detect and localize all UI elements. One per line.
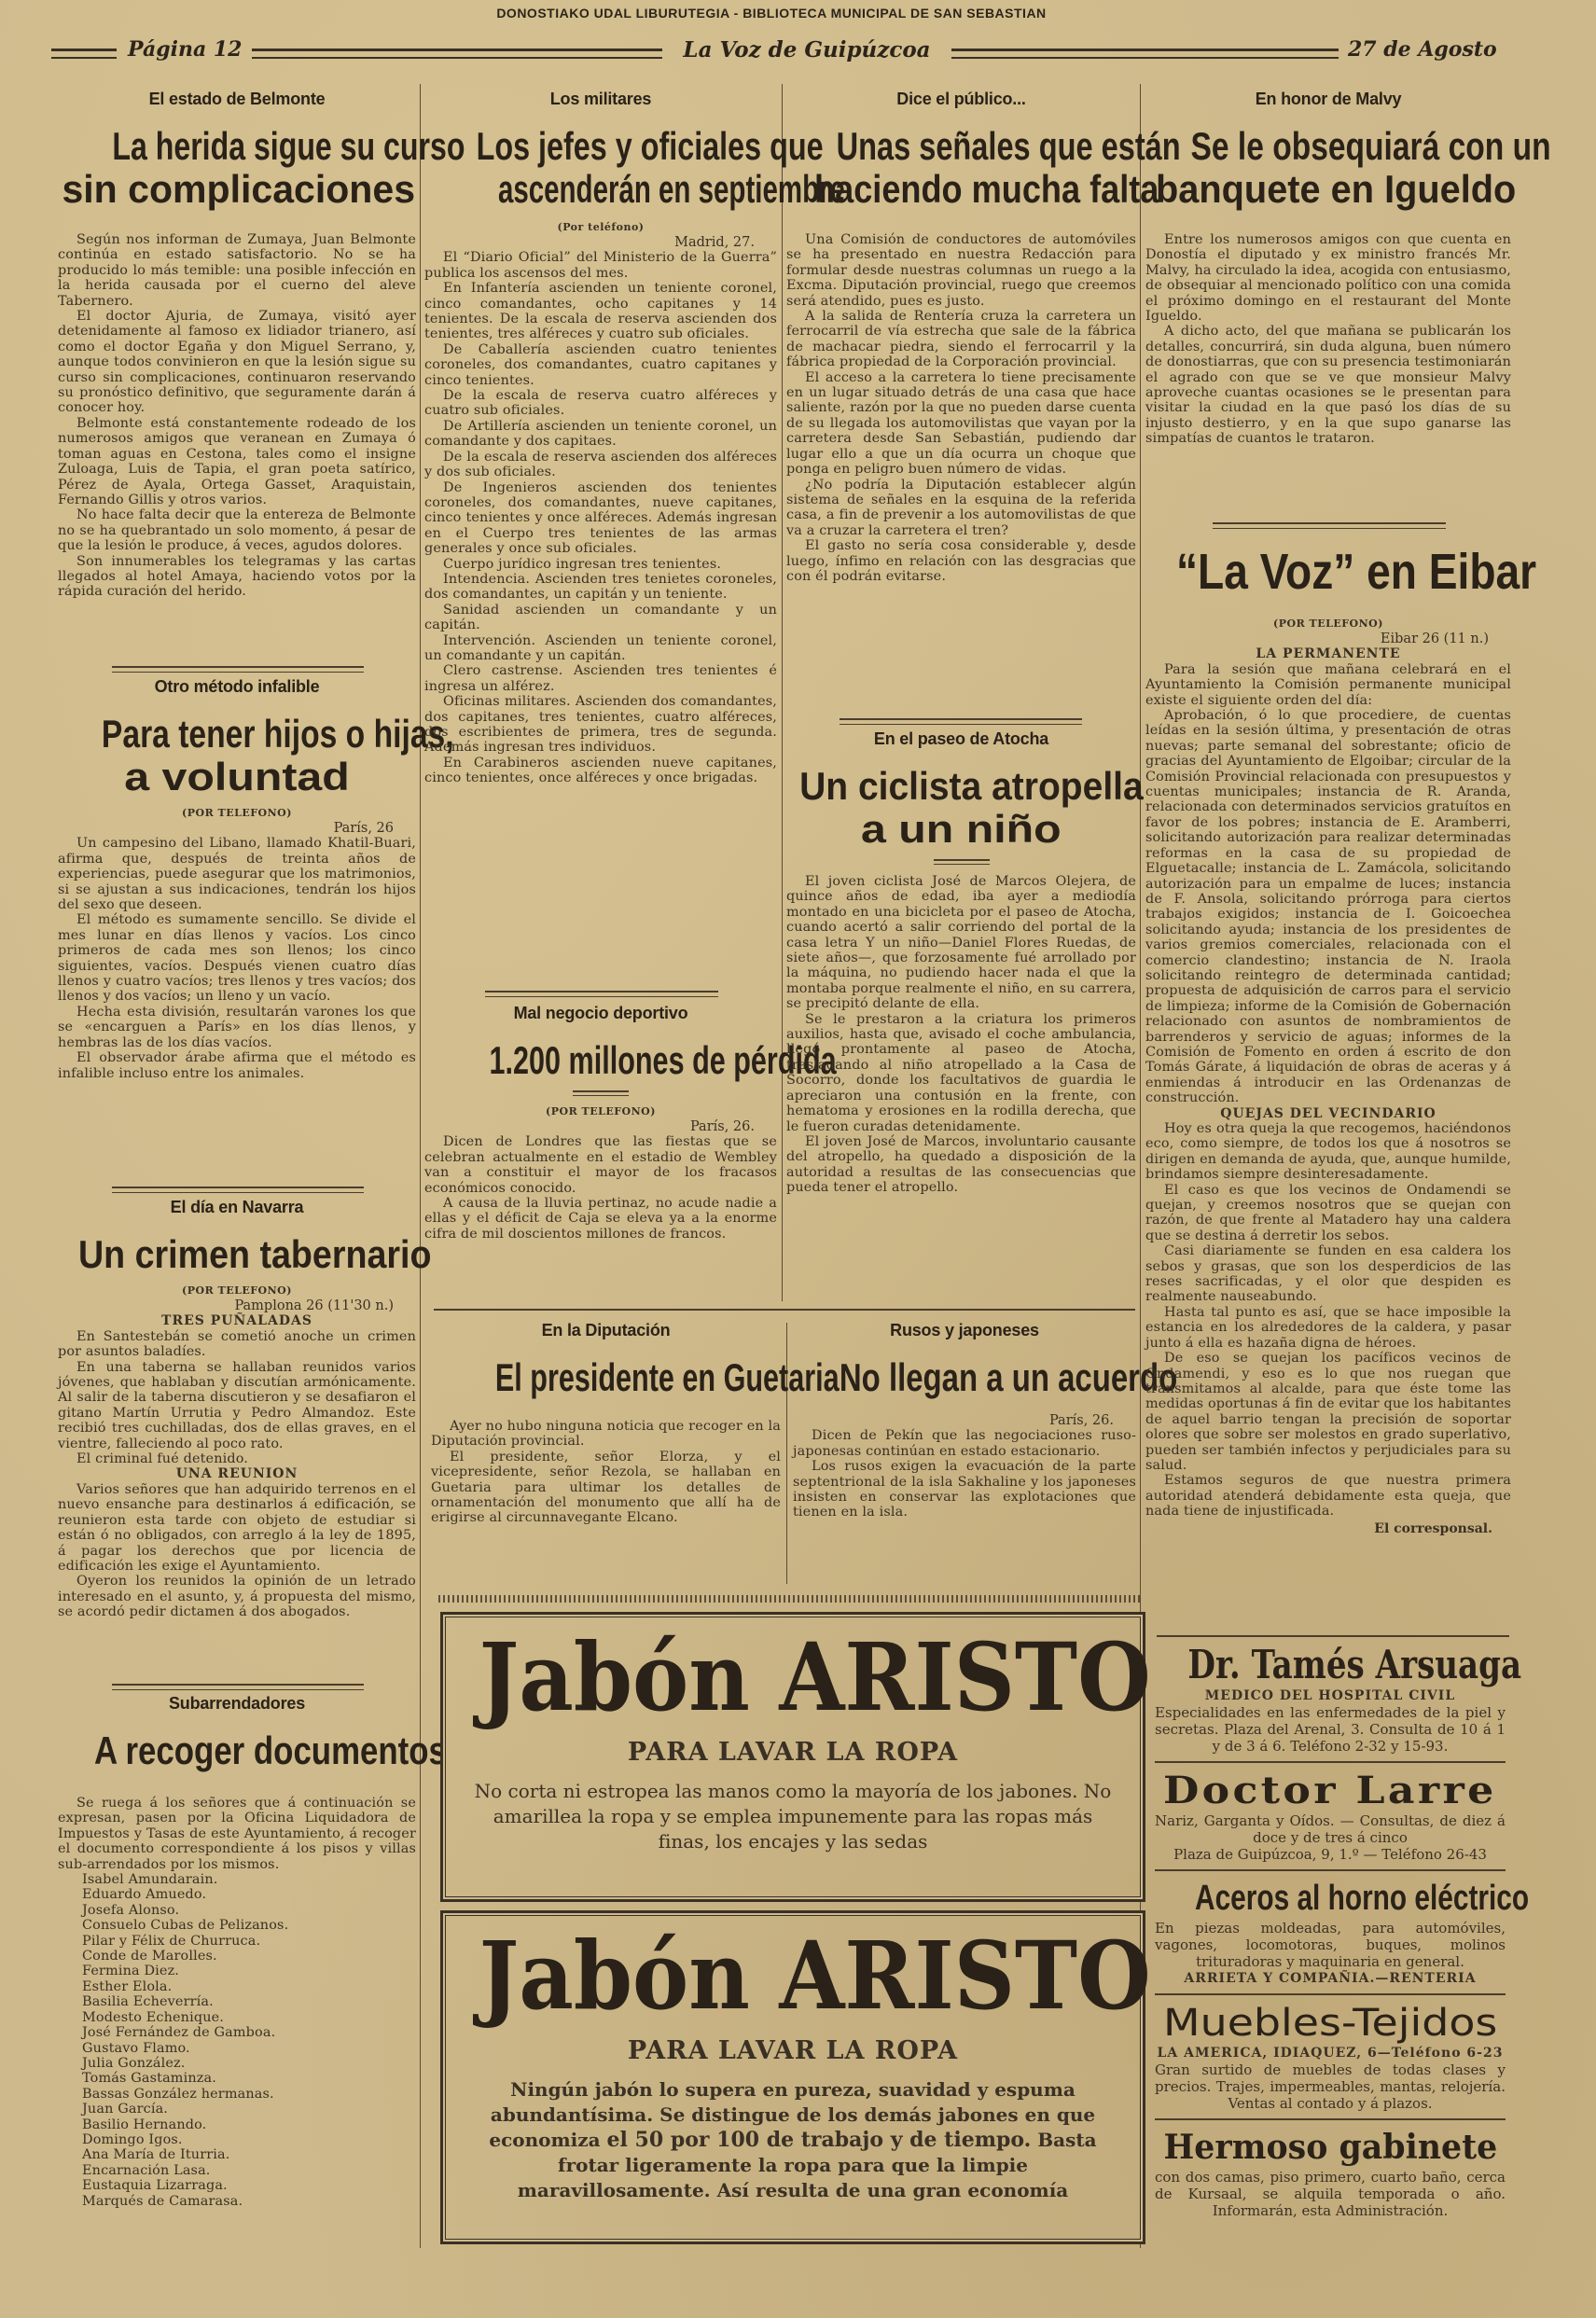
ad-text-part: Basta frotar ligeramente la ropa para que la limpie maravillosamente. Así resulta de una gran economía bbox=[517, 2129, 1097, 2201]
article-kicker: El día en Navarra bbox=[170, 1198, 304, 1216]
paragraph: Según nos informan de Zumaya, Juan Belmonte continúa en estado satisfactorio. No se ha producido lo más temible: una posible infección en la herida causada por el cuerno del aleve Tabernero. bbox=[58, 232, 416, 309]
paragraph: En Santestebán se cometió anoche un crimen por asuntos baladíes. bbox=[58, 1328, 416, 1360]
ornament-rule bbox=[112, 1187, 364, 1193]
paragraph: Oyeron los reunidos la opinión de un letrado interesado en el asunto, y, á propuesta del mismo, se acordó pedir dictamen á dos abogados. bbox=[58, 1574, 416, 1620]
paragraph: De eso se quejan los pacíficos vecinos de Ondamendi, y eso es lo que nos ruegan que transmitamos al alcalde, para que éste tome las medidas oportunas á fin de evitar que los habitantes de aquel barrio tengan la precisión de soportar olores que sobre ser molestos en grado superlativo, pueden ser también infectos y perjudiciales para su salud. bbox=[1145, 1351, 1511, 1473]
dateline: París, 26 bbox=[333, 821, 394, 836]
archive-credit: DONOSTIAKO UDAL LIBURUTEGIA - BIBLIOTECA MUNICIPAL DE SAN SEBASTIAN bbox=[496, 6, 1047, 21]
paragraph: Para la sesión que mañana celebrará en el Ayuntamiento la Comisión permanente municipal existe el siguiente orden del día: bbox=[1145, 661, 1511, 708]
headline-line: ascenderán en septiembre bbox=[497, 167, 845, 211]
name-list-item: Julia González. bbox=[82, 2055, 186, 2071]
ad-aristo-1 bbox=[440, 1612, 1151, 1902]
paragraph: Belmonte está constantemente rodeado de los numerosos amigos que veranean en Zumaya ó toman aguas en Cestona, tales como el insigne Zuloaga, Luis de Tapia, el gran poeta satírico, Pérez de Ayala, Ortega Gasset, Araquistain, Fernando Gillis y otros varios. bbox=[58, 415, 416, 507]
subheading: LA PERMANENTE bbox=[1256, 646, 1401, 662]
paragraph: Una Comisión de conductores de automóviles se ha presentado en nuestra Redacción para formular desde nuestras columnas un ruego a la Excma. Diputación provincial, ruego que creemos será atendido, pues es justo. bbox=[786, 232, 1136, 309]
ornament-rule bbox=[112, 666, 364, 673]
article-mal-negocio bbox=[424, 1000, 837, 1303]
subheading: TRES PUÑALADAS bbox=[161, 1313, 312, 1329]
paragraph: Intervención. Ascienden un teniente coronel, un comandante y un capitán. bbox=[424, 632, 777, 663]
name-list-item: Basilio Hernando. bbox=[82, 2117, 207, 2132]
article-kicker: Rusos y japoneses bbox=[890, 1321, 1039, 1339]
paragraph: A la salida de Rentería cruza la carretera un ferrocarril de vía estrecha que sale de la fábrica de machacar piedra, siendo el ferrocarril y la fábrica propiedad de la Corporación provincial. bbox=[786, 309, 1136, 370]
column-divider bbox=[782, 84, 783, 1301]
article-navarra bbox=[58, 1194, 432, 1684]
ad-address: Plaza de Guipúzcoa, 9, 1.º — Teléfono 26-43 bbox=[1173, 1846, 1487, 1863]
name-list-item: Bassas González hermanas. bbox=[82, 2086, 274, 2102]
signature: El corresponsal. bbox=[1374, 1520, 1492, 1536]
paragraph: Clero castrense. Ascienden tres tenientes é ingresa un alférez. bbox=[424, 663, 777, 694]
article-kicker: Otro método infalible bbox=[154, 677, 320, 696]
dateline: París, 26. bbox=[1048, 1413, 1114, 1428]
ad-name: Aceros al horno eléctrico bbox=[1195, 1879, 1530, 1918]
paragraph: Se ruega á los señores que á continuación se expresan, pasen por la Oficina Liquidadora de Impuestos y Tasas de este Ayuntamiento, á recoger el documento correspondiente á los pisos y villas sub-arrendados por los mismos. bbox=[58, 1796, 416, 1872]
article-body bbox=[58, 1313, 416, 1619]
masthead-rule bbox=[51, 49, 117, 59]
ornament-rule bbox=[1213, 522, 1446, 529]
ornament-rule bbox=[485, 991, 718, 997]
paragraph: En Carabineros ascienden nueve capitanes, cinco tenientes, once alféreces y once brigadas. bbox=[424, 755, 777, 786]
section-rule bbox=[434, 1309, 1135, 1311]
article-body bbox=[58, 232, 416, 600]
ad-text bbox=[443, 2077, 1143, 2203]
headline-line: Un crimen tabernario bbox=[77, 1232, 432, 1276]
subheading: UNA REUNION bbox=[175, 1466, 298, 1482]
name-list-item: Ana María de Iturria. bbox=[82, 2147, 230, 2163]
ad-tames-arsuaga bbox=[1149, 1642, 1522, 1755]
ornament-rule bbox=[934, 859, 990, 865]
ad-text-highlight: el 50 por 100 de trabajo y de tiempo. bbox=[606, 2128, 1032, 2152]
name-list-item: Basilia Echeverría. bbox=[82, 1994, 214, 2010]
article-headline bbox=[424, 1038, 837, 1082]
article-body bbox=[1145, 232, 1511, 447]
paragraph: De Caballería ascienden cuatro tenientes coroneles, dos comandantes, cuatro capitanes y cinco tenientes. bbox=[424, 341, 777, 388]
article-body bbox=[424, 1134, 777, 1242]
article-body bbox=[424, 250, 777, 785]
name-list-item: Modesto Echenique. bbox=[82, 2009, 225, 2025]
paragraph: De Ingenieros ascienden dos tenientes coroneles, dos comandantes, nueve capitanes, cinco tenientes y once alféreces. Además ingresan en el Cuerpo tres tenientes de las armas generales y once sub oficiales. bbox=[424, 479, 777, 557]
paragraph: El caso es que los vecinos de Ondamendi se quejan, y creemos nosotros que se quejan con razón, de que frente al Matadero hay una caldera que se destina á derretir los sebos. bbox=[1145, 1182, 1511, 1243]
names-list bbox=[58, 1872, 416, 2209]
article-kicker: En honor de Malvy bbox=[1255, 90, 1402, 108]
headline-line: sin complicaciones bbox=[62, 167, 416, 211]
paragraph: El “Diario Oficial” del Ministerio de la Guerra” publica los ascensos del mes. bbox=[424, 250, 777, 281]
article-body bbox=[58, 1796, 416, 1872]
masthead-rule bbox=[252, 49, 662, 59]
section-rule bbox=[1155, 2118, 1506, 2120]
article-kicker: En el paseo de Atocha bbox=[873, 729, 1049, 748]
newspaper-name: La Voz de Guipúzcoa bbox=[683, 37, 931, 62]
paragraph: Hoy es otra queja la que recogemos, haciéndonos eco, como siempre, de todos los que á nosotros se dirigen en demanda de ayuda, que, aunque humilde, brindamos siempre desinteresadamente. bbox=[1145, 1121, 1511, 1183]
page-number: Página 12 bbox=[128, 37, 243, 62]
headline-line: Unas señales que están bbox=[836, 124, 1181, 168]
article-eibar bbox=[1145, 543, 1537, 1631]
article-kicker: Mal negocio deportivo bbox=[513, 1004, 688, 1022]
article-headline bbox=[58, 1728, 447, 1772]
name-list-item: Encarnación Lasa. bbox=[82, 2162, 211, 2178]
name-list-item: Gustavo Flamo. bbox=[82, 2040, 190, 2056]
paragraph: Varios señores que han adquirido terrenos en el nuevo ensanche para destinarlos á edificación, se reunieron esta tarde con objeto de estudiar si están ó no obligados, con arreglo á la ley de 1895, á pagar los derechos que por licencia de edificación les exige el Ayuntamiento. bbox=[58, 1481, 416, 1574]
name-list-item: Tomás Gastaminza. bbox=[82, 2071, 216, 2087]
headline-line: a un niño bbox=[861, 807, 1062, 851]
name-list-item: Pilar y Félix de Churruca. bbox=[82, 1933, 261, 1949]
paragraph: El presidente, señor Elorza, y el vicepresidente, señor Rezola, se hallaban en Guetaria para ultimar los detalles de ornamentación del monumento que allí ha de erigirse al circunnavegante Elcano. bbox=[431, 1449, 781, 1526]
paragraph: No hace falta decir que la entereza de Belmonte no se ha quebrantado un solo momento, á pesar de que la lesión le produce, á veces, agudos dolores. bbox=[58, 507, 416, 554]
article-headline bbox=[424, 124, 845, 211]
byline: (POR TELEFONO) bbox=[182, 1284, 292, 1297]
ad-tagline: PARA LAVAR LA ROPA bbox=[627, 1738, 959, 1767]
ad-name: Doctor Larre bbox=[1163, 1769, 1497, 1812]
article-headline bbox=[1145, 543, 1537, 601]
article-malvy bbox=[1145, 86, 1551, 515]
paragraph: El método es sumamente sencillo. Se divide el mes lunar en días llenos y vacíos. Los cinco primeros de cada mes son llenos; los cinco siguientes, vacíos. Después vienen cuatro días llenos y cuatro vacíos; tres llenos y tres vacíos; dos llenos y dos vacíos; un lleno y un vacío. bbox=[58, 912, 416, 1005]
ornament-rule bbox=[840, 718, 1082, 725]
section-rule bbox=[1155, 1869, 1506, 1871]
paragraph: En una taberna se hallaban reunidos varios jóvenes, que hablaban y discutían armónicamente. Al salir de la taberna discutieron y se desafiaron el gitano Martín Urrutia y Pedro Almandoz. Este recibió tres cuchilladas, dos de ellas graves, en el vientre, falleciendo al poco rato. bbox=[58, 1359, 416, 1451]
article-body bbox=[58, 836, 416, 1081]
article-body bbox=[793, 1428, 1136, 1520]
article-belmonte bbox=[58, 86, 465, 664]
name-list-item: Eduardo Amuedo. bbox=[82, 1887, 207, 1903]
paragraph: Los rusos exigen la evacuación de la parte septentrional de la isla Sakhaline y los japoneses insisten en conservar las explotaciones que tienen en la isla. bbox=[793, 1459, 1136, 1520]
headline-line: A recoger documentos bbox=[93, 1728, 447, 1772]
paragraph: A dicho acto, del que mañana se publicarán los detalles, concurrirá, sin duda alguna, buen número de donostiarras, que con su presencia testimoniarán el agrado con que se ve que monsieur Malvy aproveche cuantas ocasiones se le presentan para visitar la ciudad en la que pasó los días de su injusto destierro, y en la que supo ganarse las simpatías de cuantos le trataron. bbox=[1145, 324, 1511, 447]
name-list-item: Conde de Marolles. bbox=[82, 1949, 217, 1964]
ad-text: con dos camas, piso primero, cuarto baño, cerca de Kursaal, se alquila temporada o año. Informarán, esta Administración. bbox=[1155, 2168, 1506, 2219]
headline-line: banquete en Igueldo bbox=[1156, 167, 1517, 211]
paragraph: Dicen de Pekín que las negociaciones ruso-japonesas continúan en estado estacionario. bbox=[793, 1428, 1136, 1459]
article-body bbox=[431, 1419, 781, 1526]
byline: (Por teléfono) bbox=[557, 221, 645, 233]
article-headline bbox=[58, 124, 465, 211]
ad-title: MEDICO DEL HOSPITAL CIVIL bbox=[1204, 1688, 1456, 1703]
name-list-item: Eustaquia Lizarraga. bbox=[82, 2178, 228, 2194]
ad-brand: Jabón ARISTO bbox=[479, 1621, 1151, 1732]
paragraph: El observador árabe afirma que el método es infalible incluso entre los animales. bbox=[58, 1050, 416, 1081]
name-list-item: Juan García. bbox=[82, 2102, 169, 2117]
paragraph: El joven José de Marcos, involuntario causante del atropello, ha quedado a disposición de la autoridad a resultas de las consecuencias que pueda tener el atropello. bbox=[786, 1133, 1136, 1196]
article-hijos bbox=[58, 673, 454, 1182]
paragraph: El acceso a la carretera lo tiene precisamente en un lugar situado detrás de una casa que hace saliente, razón por la que no pueden darse cuenta de su llegada los automovilistas que vayan por la carretera desde San Sebastián, pudiendo dar lugar ello a que un día ocurra un choque que ponga en peligro buen número de vidas. bbox=[786, 369, 1136, 478]
wavy-rule bbox=[438, 1595, 1140, 1603]
section-rule bbox=[1157, 1635, 1509, 1637]
paragraph: Cuerpo jurídico ingresan tres tenientes. bbox=[443, 556, 722, 572]
paragraph: Son innumerables los telegramas y las cartas llegados al hotel Amaya, haciendo votos por la rápida curación del herido. bbox=[58, 553, 416, 600]
paragraph: Sanidad ascienden un comandante y un capitán. bbox=[424, 602, 777, 633]
ad-brand: Jabón ARISTO bbox=[479, 1920, 1151, 2031]
paragraph: Hasta tal punto es así, que se hace imposible la estancia en los alrededores de la caldera, y pasar junto á ella es hazaña digna de héroes. bbox=[1145, 1304, 1511, 1351]
masthead bbox=[51, 37, 1516, 67]
paragraph: Dicen de Londres que las fiestas que se celebran actualmente en el estadio de Wembley van a constituir el mayor de los fracasos económicos conocido. bbox=[424, 1134, 777, 1196]
ad-text: Especialidades en las enfermedades de la piel y secretas. Plaza del Arenal, 3. Consulta de 10 á 1 y de 3 á 6. Teléfono 2-32 y 15-93. bbox=[1155, 1704, 1506, 1755]
subheading: QUEJAS DEL VECINDARIO bbox=[1220, 1105, 1436, 1121]
article-headline bbox=[58, 712, 454, 798]
ad-gabinete bbox=[1149, 2126, 1511, 2219]
article-militares bbox=[424, 86, 845, 995]
article-headline bbox=[431, 1355, 840, 1399]
headline-line: a voluntad bbox=[124, 755, 350, 798]
article-body bbox=[786, 874, 1136, 1196]
paragraph: Hecha esta división, resultarán varones los que se «encarguen a París» en los días llenos, y hembras las de los días vacíos. bbox=[58, 1004, 416, 1050]
article-rusos bbox=[793, 1317, 1178, 1589]
dateline: París, 26. bbox=[689, 1119, 755, 1134]
article-headline bbox=[58, 1232, 432, 1276]
paragraph: ¿No podría la Diputación establecer algún sistema de señales en la esquina de la referida casa, a fin de prevenir a los automovilistas de que va a cruzar la carretera el tren? bbox=[786, 477, 1136, 538]
article-headline bbox=[1145, 124, 1551, 211]
article-headline bbox=[786, 124, 1181, 211]
column-divider bbox=[420, 84, 421, 2248]
paragraph: Casi diariamente se funden en esa caldera los sebos y grasas, que son los desperdicios de las reses sacrificadas, y el olor que despiden es realmente nauseabundo. bbox=[1145, 1243, 1511, 1305]
article-publico bbox=[786, 86, 1181, 725]
headline-line: Se le obsequiará con un bbox=[1190, 124, 1551, 168]
dateline: Pamplona 26 (11'30 n.) bbox=[234, 1298, 394, 1313]
paragraph: Un campesino del Libano, llamado Khatil-Buari, afirma que, después de treinta años de experiencias, puede asegurar que los matrimonios, si se ajustan a sus indicaciones, tendrán los hijos del sexo que deseen. bbox=[58, 836, 416, 913]
ad-name: Muebles-Tejidos bbox=[1162, 2001, 1498, 2045]
article-headline bbox=[786, 764, 1144, 851]
ad-aceros bbox=[1149, 1877, 1530, 1987]
headline-line: El presidente en Guetaria bbox=[494, 1355, 840, 1399]
paragraph: El gasto no sería cosa considerable y, desde luego, ínfimo en relación con las desgracias que con él podrán evitarse. bbox=[786, 538, 1136, 584]
paragraph: Entre los numerosos amigos con que cuenta en Donostía el diputado y ex ministro francés Mr. Malvy, ha circulado la idea, acogida con entusiasmo, de obsequiar al mencionado político con una comida el próximo domingo en el restaurant del Monte Igueldo. bbox=[1145, 232, 1511, 325]
ornament-rule bbox=[573, 1090, 629, 1096]
article-headline bbox=[793, 1355, 1178, 1399]
ad-aristo-2 bbox=[440, 1910, 1151, 2244]
headline-line: haciendo mucha falta bbox=[814, 167, 1159, 211]
paragraph: El doctor Ajuria, de Zumaya, visitó ayer detenidamente al famoso ex lidiador trianero, así como el doctor Egaña y don Miguel Serrano, y, aunque todos convinieron en que la lesión sigue su curso sin complicaciones, continuaron reservando su pronóstico definitivo, que seguramente darán á conocer hoy. bbox=[58, 309, 416, 416]
article-kicker: En la Diputación bbox=[541, 1321, 671, 1339]
article-body bbox=[786, 232, 1136, 584]
paragraph: A causa de la lluvia pertinaz, no acude nadie a ellas y el déficit de Caja se eleva ya a la enorme cifra de mil doscientos millones de francos. bbox=[424, 1196, 777, 1242]
byline: (POR TELEFONO) bbox=[182, 807, 292, 819]
ad-text: Nariz, Garganta y Oídos. — Consultas, de diez á doce y de tres á cinco bbox=[1155, 1812, 1506, 1846]
article-kicker: El estado de Belmonte bbox=[148, 90, 326, 108]
paragraph: Intendencia. Ascienden tres tenietes coroneles, dos comandantes, un capitán y un teniente. bbox=[424, 571, 777, 603]
name-list-item: Marqués de Camarasa. bbox=[82, 2193, 243, 2209]
article-body bbox=[1145, 646, 1511, 1537]
paragraph: De la escala de reserva cuatro alféreces y cuatro sub oficiales. bbox=[424, 388, 777, 419]
name-list-item: Isabel Amundarain. bbox=[82, 1872, 218, 1888]
name-list-item: Josefa Alonso. bbox=[82, 1902, 180, 1918]
paragraph: Oficinas militares. Ascienden dos comandantes, dos capitanes, tres tenientes, cuatro alféreces, dos escribientes de primera, tres de segunda. Además ingresan tres individuos. bbox=[424, 694, 777, 756]
ad-tagline: PARA LAVAR LA ROPA bbox=[627, 2036, 959, 2065]
dateline: Eibar 26 (11 n.) bbox=[1380, 632, 1489, 646]
headline-line: Un ciclista atropella bbox=[799, 764, 1144, 808]
masthead-rule bbox=[951, 49, 1339, 59]
article-kicker: Dice el público... bbox=[896, 90, 1026, 108]
byline: (POR TELEFONO) bbox=[546, 1105, 656, 1117]
ad-muebles bbox=[1149, 2001, 1511, 2112]
ad-company: ARRIETA Y COMPAÑIA.—RENTERIA bbox=[1184, 1971, 1477, 1986]
article-subarrendadores bbox=[58, 1690, 447, 2250]
paragraph: De la escala de reserva ascienden dos alféreces y dos sub oficiales. bbox=[424, 449, 777, 480]
headline-line: No llegan a un acuerdo bbox=[839, 1355, 1178, 1399]
paragraph: El joven ciclista José de Marcos Olejera, de quince años de edad, iba ayer a mediodía montado en una bicicleta por el paseo de Atocha, cuando acertó a salir corriendo del portal de la casa letra Y un niño—Daniel Flores Ruedas, de siete años—, que forzosamente fué arrollado por la máquina, no pudiendo hacer nada el que la montaba porque realmente el niño, en su carrera, se precipitó delante de ella. bbox=[786, 874, 1136, 1012]
headline-line: La herida sigue su curso bbox=[112, 124, 465, 168]
headline-line: “La Voz” en Eibar bbox=[1176, 544, 1537, 600]
paragraph: En Infantería ascienden un teniente coronel, cinco comandantes, ocho capitanes y 14 tenientes. De la escala de reserva ascienden dos tenientes, tres alféreces y cuatro sub oficiales. bbox=[424, 281, 777, 342]
paragraph: Ayer no hubo ninguna noticia que recoger en la Diputación provincial. bbox=[431, 1419, 781, 1450]
ad-text: Gran surtido de muebles de todas clases y precios. Trajes, impermeables, mantas, relojería. Ventas al contado y á plazos. bbox=[1155, 2061, 1506, 2112]
article-kicker: Subarrendadores bbox=[168, 1694, 306, 1713]
ad-text: No corta ni estropea las manos como la mayoría de los jabones. No amarillea la ropa y se emplea impunemente para las ropas más finas, los encajes y las sedas bbox=[474, 1780, 1112, 1853]
ad-name: Hermoso gabinete bbox=[1163, 2128, 1497, 2167]
name-list-item: José Fernández de Gamboa. bbox=[82, 2025, 276, 2041]
name-list-item: Consuelo Cubas de Pelizanos. bbox=[82, 1918, 289, 1934]
byline: (POR TELEFONO) bbox=[1273, 618, 1383, 630]
ornament-rule bbox=[112, 1684, 364, 1690]
ad-name: Dr. Tamés Arsuaga bbox=[1187, 1642, 1522, 1687]
dateline: Madrid, 27. bbox=[674, 235, 755, 250]
paragraph: Aprobación, ó lo que procediere, de cuentas leídas en la sesión última, y presentación de otras nuevas; parte semanal del sobrestante; oficio de gracias del Ayuntamiento de Elgoibar; circular de la Comisión Provincial relacionada con presupuestos y cuentas municipales; instancia de R. Aranda, relacionada con determinados servicios gratuítos en favor de los pobres; instancia de E. Aramberri, solicitando autorización para realizar determinadas reformas en la casa de su propiedad de Elguetacalle; instancia de L. Zamácola, solicitando autorización para un empalme de luces; instancia de F. Ansola, solicitando prórroga para ciertos trabajos exigidos; instancia de I. Goicoechea solicitando ayuda; instancia de los presidentes de varios gremios comerciales, relacionada con el comercio clandestino; instancia de N. Iraola solicitando reintegro de determinada cantidad; propuesta de adquisición de carros para el servicio de limpieza; informe de la Comisión de Gobernación relacionado con asuntos de nombramientos de barrenderos y servicio de aguas; informes de la Comisión de Fomento en orden á escrito de don Tomás Gárate, á liquidación de obras de aceras y á enmiendas á introducir en las Ordenanzas de construcción. bbox=[1145, 708, 1511, 1106]
section-rule bbox=[1155, 1761, 1506, 1763]
name-list-item: Domingo Igos. bbox=[82, 2131, 183, 2147]
name-list-item: Esther Elola. bbox=[82, 1978, 173, 1994]
name-list-item: Fermina Diez. bbox=[82, 1964, 180, 1979]
paragraph: De Artillería ascienden un teniente coronel, un comandante y dos capitaes. bbox=[424, 418, 777, 450]
section-rule bbox=[1155, 1993, 1506, 1995]
paragraph: El criminal fué detenido. bbox=[76, 1451, 249, 1467]
issue-date: 27 de Agosto bbox=[1348, 37, 1497, 62]
ad-address: LA AMERICA, IDIAQUEZ, 6—Teléfono 6-23 bbox=[1157, 2045, 1504, 2061]
headline-line: Para tener hijos o hijas, bbox=[101, 712, 454, 756]
ad-text-part: Ningún jabón lo supera en pureza, suavidad y espuma abundantísima. Se distingue de los demás jabones en que economiza bbox=[489, 2078, 1096, 2151]
article-diputacion bbox=[431, 1317, 840, 1589]
article-atocha bbox=[786, 726, 1144, 1304]
paragraph: Estamos seguros de que nuestra primera autoridad atenderá debidamente esta queja, que nada tiene de injustificada. bbox=[1145, 1473, 1511, 1520]
headline-line: Los jefes y oficiales que bbox=[476, 124, 824, 168]
article-kicker: Los militares bbox=[549, 90, 652, 108]
paragraph: Se le prestaron a la criatura los primeros auxilios, hasta que, avisado el coche ambulancia, llegó prontamente al paseo de Atocha, trasladando al niño atropellado a la Casa de Socorro, donde los facultativos de guardia le apreciaron una contusión en la frente, con hematoma y erosiones en la rodilla derecha, que le fueron curadas detenidamente. bbox=[786, 1011, 1136, 1134]
headline-line: 1.200 millones de pérdida bbox=[489, 1038, 837, 1082]
classified-ads-column bbox=[1149, 1642, 1530, 2219]
ad-doctor-larre bbox=[1149, 1769, 1511, 1863]
ad-text: En piezas moldeadas, para automóviles, vagones, locomotoras, buques, molinos trituradoras y maquinaria en general. bbox=[1155, 1920, 1506, 1970]
